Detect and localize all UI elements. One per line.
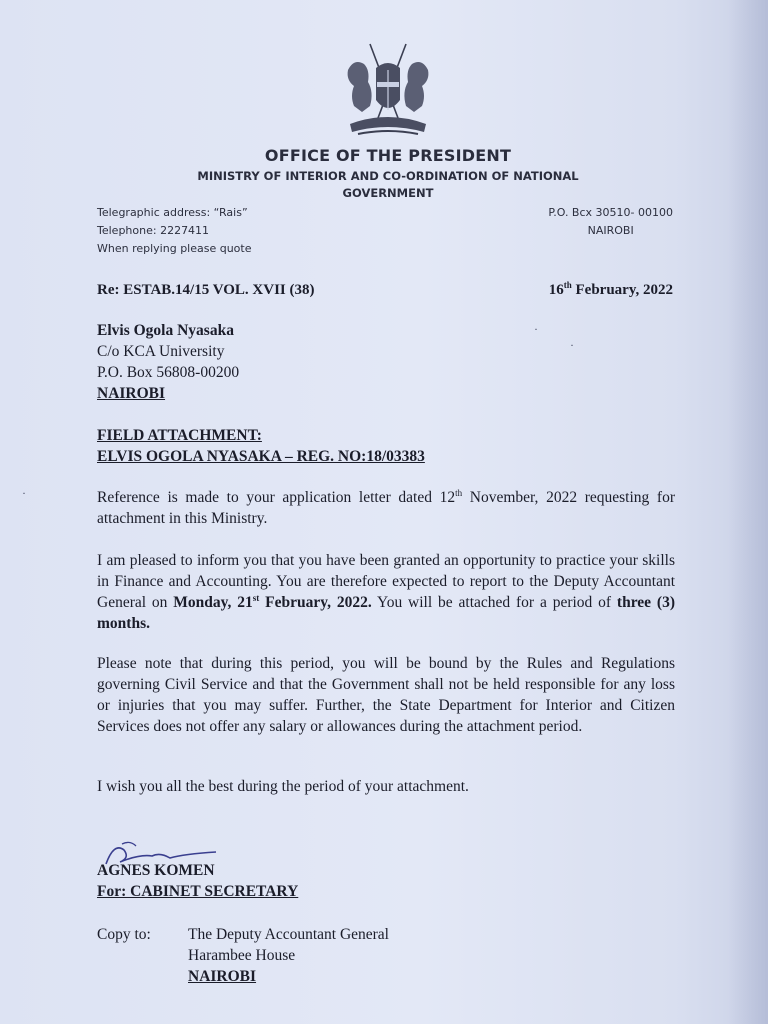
scan-speck: · bbox=[22, 486, 26, 500]
paragraph2-period: three (3) months. bbox=[97, 594, 675, 632]
date-day: 16 bbox=[548, 282, 564, 298]
addressee-line-1: C/o KCA University bbox=[97, 343, 225, 360]
copy-to-line-1: The Deputy Accountant General bbox=[188, 926, 389, 943]
addressee-name: Elvis Ogola Nyasaka bbox=[97, 322, 234, 339]
copy-to-line-2: Harambee House bbox=[188, 947, 296, 964]
subject-line-1: FIELD ATTACHMENT: bbox=[97, 427, 262, 444]
contact-city: NAIROBI bbox=[587, 224, 634, 237]
reply-note: When replying please quote bbox=[97, 242, 252, 255]
office-heading: OFFICE OF THE PRESIDENT bbox=[264, 146, 512, 165]
date-rest: February, 2022 bbox=[571, 282, 673, 298]
copy-to-label: Copy to: bbox=[97, 926, 151, 943]
subject-line-2: ELVIS OGOLA NYASAKA – REG. NO:18/03383 bbox=[97, 448, 425, 465]
paragraph1-sup: th bbox=[455, 487, 463, 498]
signer-block bbox=[97, 860, 298, 902]
scan-speck: · bbox=[534, 322, 538, 336]
paragraph-wishes: I wish you all the best during the period of your attachment. bbox=[97, 778, 469, 795]
coat-of-arms-icon bbox=[340, 40, 436, 140]
signer-name: AGNES KOMEN bbox=[97, 862, 215, 879]
paragraph2-date-b: February, 2022. bbox=[259, 594, 372, 611]
addressee-city: NAIROBI bbox=[97, 385, 166, 402]
ministry-line-2: GOVERNMENT bbox=[342, 186, 434, 200]
copy-to-block bbox=[188, 924, 389, 987]
addressee-block bbox=[97, 320, 239, 404]
paragraph2-date-sup: st bbox=[252, 592, 260, 603]
ministry-line-1: MINISTRY OF INTERIOR AND CO-ORDINATION OF NATIONAL bbox=[197, 169, 579, 183]
paragraph-rules: Please note that during this period, you will be bound by the Rules and Regulations governing Civil Service and that the Government shall not be held responsible for any loss or injuries that you may suffer. Further, the State Department for Interior and Citizen Services does not offer any salary or allowances during the attachment period. bbox=[97, 655, 675, 735]
paragraph-reference bbox=[97, 487, 675, 529]
contact-left bbox=[97, 204, 252, 258]
contact-right bbox=[548, 204, 673, 240]
copy-to-city: NAIROBI bbox=[188, 968, 257, 985]
paragraph-granted bbox=[97, 550, 675, 634]
telegraphic-address: Telegraphic address: “Rais” bbox=[97, 206, 248, 219]
po-box: P.O. Bcx 30510- 00100 bbox=[548, 206, 673, 219]
date-suffix: th bbox=[563, 280, 572, 290]
reference-number: Re: ESTAB.14/15 VOL. XVII (38) bbox=[97, 282, 315, 298]
signer-for: For: CABINET SECRETARY bbox=[97, 883, 299, 900]
paragraph2-date-a: Monday, 21 bbox=[173, 594, 253, 611]
scan-speck: · bbox=[570, 338, 574, 352]
letter-date bbox=[549, 282, 673, 299]
addressee-line-2: P.O. Box 56808-00200 bbox=[97, 364, 240, 381]
paragraph1-text-a: Reference is made to your application letter dated 12 bbox=[97, 489, 456, 506]
subject-block bbox=[97, 425, 425, 467]
paragraph1-text-b: November, 2022 requesting for attachment in this Ministry. bbox=[97, 489, 675, 527]
telephone: Telephone: 2227411 bbox=[97, 224, 210, 237]
ministry-heading bbox=[150, 168, 626, 202]
paragraph2-text-a: I am pleased to inform you that you have been granted an opportunity to practice your skills in Finance and Accounting. You are therefore expected to report to the Deputy Accountant General on bbox=[97, 552, 675, 611]
paragraph2-text-b: You will be attached for a period of bbox=[371, 594, 617, 611]
